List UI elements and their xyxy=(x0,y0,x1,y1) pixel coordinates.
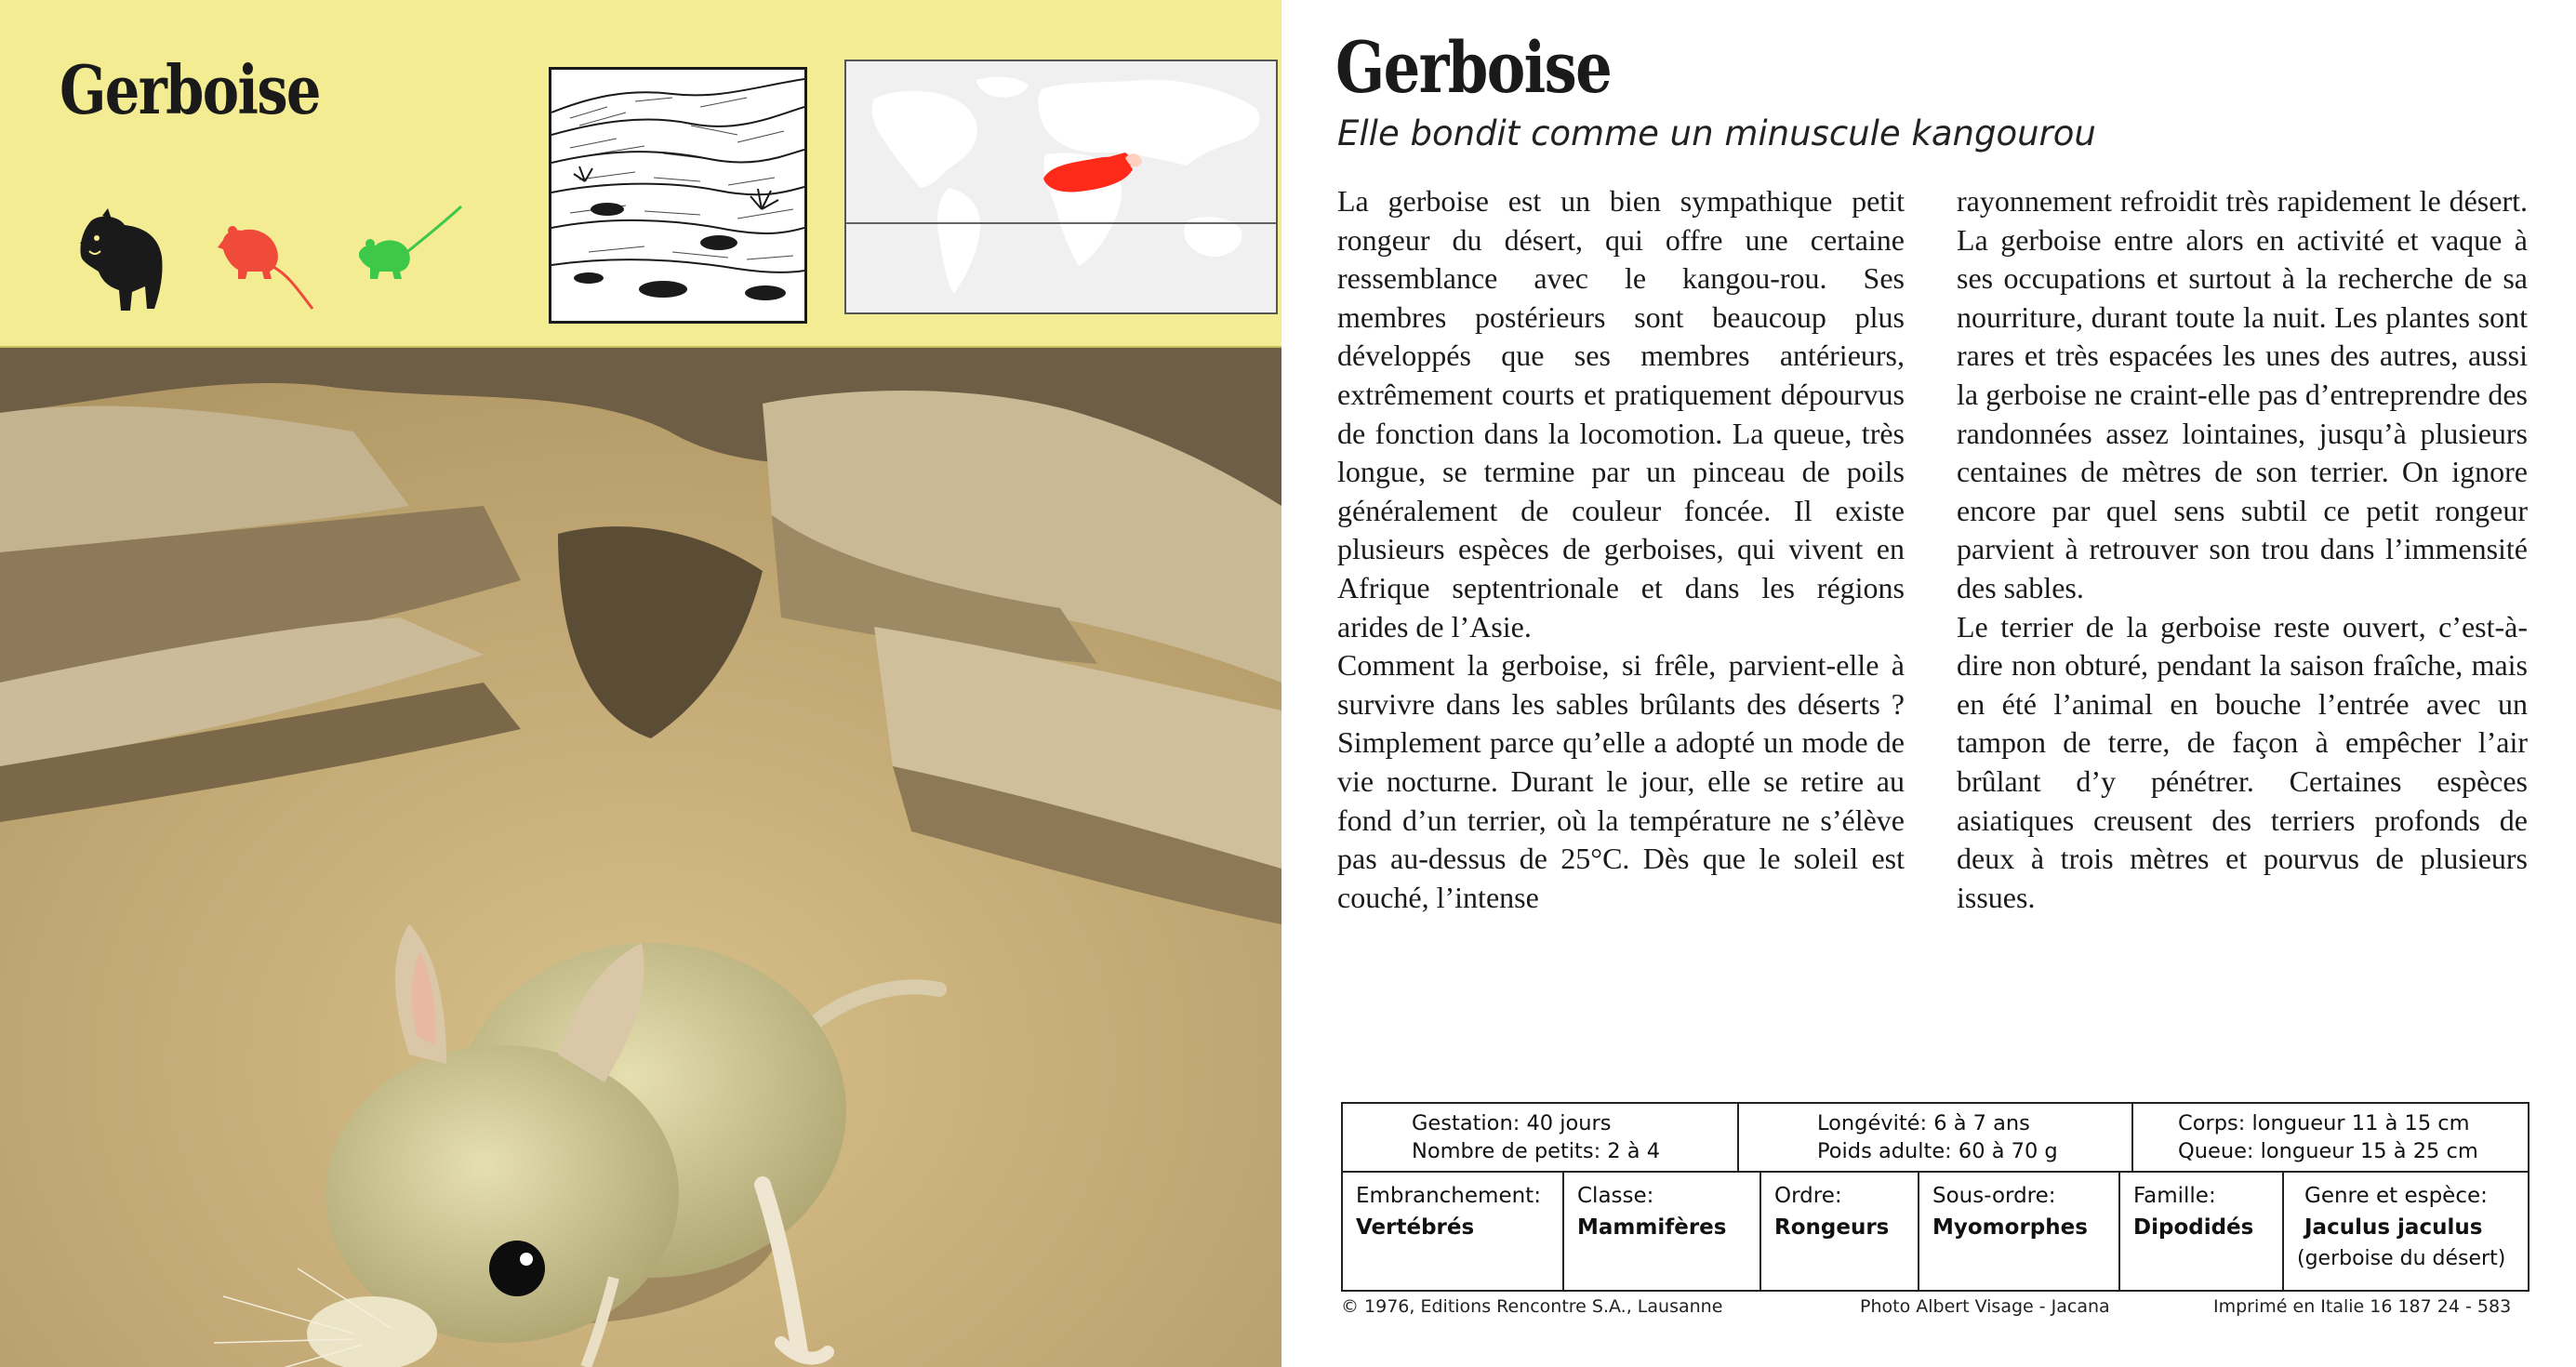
card-back xyxy=(1281,0,2576,1367)
page-title: Gerboise xyxy=(1335,26,1612,109)
text-column-2 xyxy=(1957,182,2528,917)
taxon-order: Ordre: Rongeurs xyxy=(1761,1173,1919,1290)
paragraph: Comment la gerboise, si frêle, parvient-elle à survivre dans les sables brûlants des déserts ? Simplement parce qu’elle a adopté un mode de vie nocturne. Durant le jour, elle se retire au fond d’un terrier, où la température ne s’élève pas au-dessus de 25°C. Dès que le soleil est couché, l’intense xyxy=(1337,648,1905,914)
distribution-map xyxy=(844,60,1278,314)
reproduction-cell xyxy=(1343,1104,1739,1171)
rodent-red-icon xyxy=(216,219,318,312)
gestation-text: Gestation: 40 jours xyxy=(1412,1111,1612,1135)
paragraph: rayonnement refroidit très rapidement le désert. La gerboise entre alors en activité et vaque à ses occupations et surtout à la recherche de sa nourriture, durant toute la nuit. Les plantes sont rares et très espacées les unes des autres, aussi la gerboise ne craint-elle pas d’entreprendre des randonnées assez lointaines, jusqu’à plusieurs centaines de mètres de son terrier. On ignore encore par quel sens subtil ce petit rongeur parvient à retrouver son trou dans l’immensité des sables. xyxy=(1957,184,2528,604)
taxon-phylum: Embranchement: Vertébrés xyxy=(1343,1173,1564,1290)
rodent-green-icon xyxy=(355,201,467,294)
taxon-species: Genre et espèce: Jaculus jaculus (gerboise du désert) xyxy=(2297,1184,2506,1270)
size-cell xyxy=(2133,1104,2528,1171)
text-column-1 xyxy=(1337,182,1905,917)
taxon-family: Famille: Dipodidés xyxy=(2120,1173,2284,1290)
facts-row-taxonomy xyxy=(1343,1173,2528,1290)
habitat-illustration xyxy=(549,67,807,324)
tail-length-text: Queue: longueur 15 à 25 cm xyxy=(2178,1139,2478,1163)
print-info-text: Imprimé en Italie 16 187 24 - 583 xyxy=(2213,1296,2512,1317)
lifespan-cell xyxy=(1739,1104,2133,1171)
longevity-text: Longévité: 6 à 7 ans xyxy=(1817,1111,2030,1135)
copyright-text: © 1976, Editions Rencontre S.A., Lausanne xyxy=(1341,1296,1723,1317)
page-subtitle: Elle bondit comme un minuscule kangourou xyxy=(1337,113,2096,153)
paragraph: La gerboise est un bien sympathique petit rongeur du désert, qui offre une certaine ressemblance avec le kangou-rou. Ses membres postérieurs sont beaucoup plus développés que ses membres antérieurs, extrêmement courts et pratiquement dépourvus de fonction dans la locomotion. La queue, très longue, se termine par un pinceau de poils généralement de couleur foncée. Il existe plusieurs espèces de gerboises, qui vivent en Afrique septentrionale et dans les régions arides de l’Asie. xyxy=(1337,184,1905,644)
cow-icon xyxy=(76,206,166,316)
card-title: Gerboise xyxy=(60,50,320,129)
paragraph: Le terrier de la gerboise reste ouvert, c’est-à-dire non obturé, pendant la saison fraîche, mais en été l’animal en bouche l’entrée avec un tampon de terre, de façon à empêcher l’air brûlant d’y pénétrer. Certaines espèces asiatiques creusent des terriers profonds de deux à trois mètres et pourvus de plusieurs issues. xyxy=(1957,609,2528,914)
body-length-text: Corps: longueur 11 à 15 cm xyxy=(2178,1111,2470,1135)
facts-table xyxy=(1341,1102,2530,1292)
card-front xyxy=(0,0,1281,1367)
taxon-class: Classe: Mammifères xyxy=(1564,1173,1761,1290)
jerboa-photo xyxy=(0,348,1281,1367)
litter-text: Nombre de petits: 2 à 4 xyxy=(1412,1139,1661,1163)
weight-text: Poids adulte: 60 à 70 g xyxy=(1817,1139,2058,1163)
taxon-suborder: Sous-ordre: Myomorphes xyxy=(1919,1173,2120,1290)
photo-credit-text: Photo Albert Visage - Jacana xyxy=(1860,1296,2110,1317)
facts-row-stats xyxy=(1343,1104,2528,1173)
